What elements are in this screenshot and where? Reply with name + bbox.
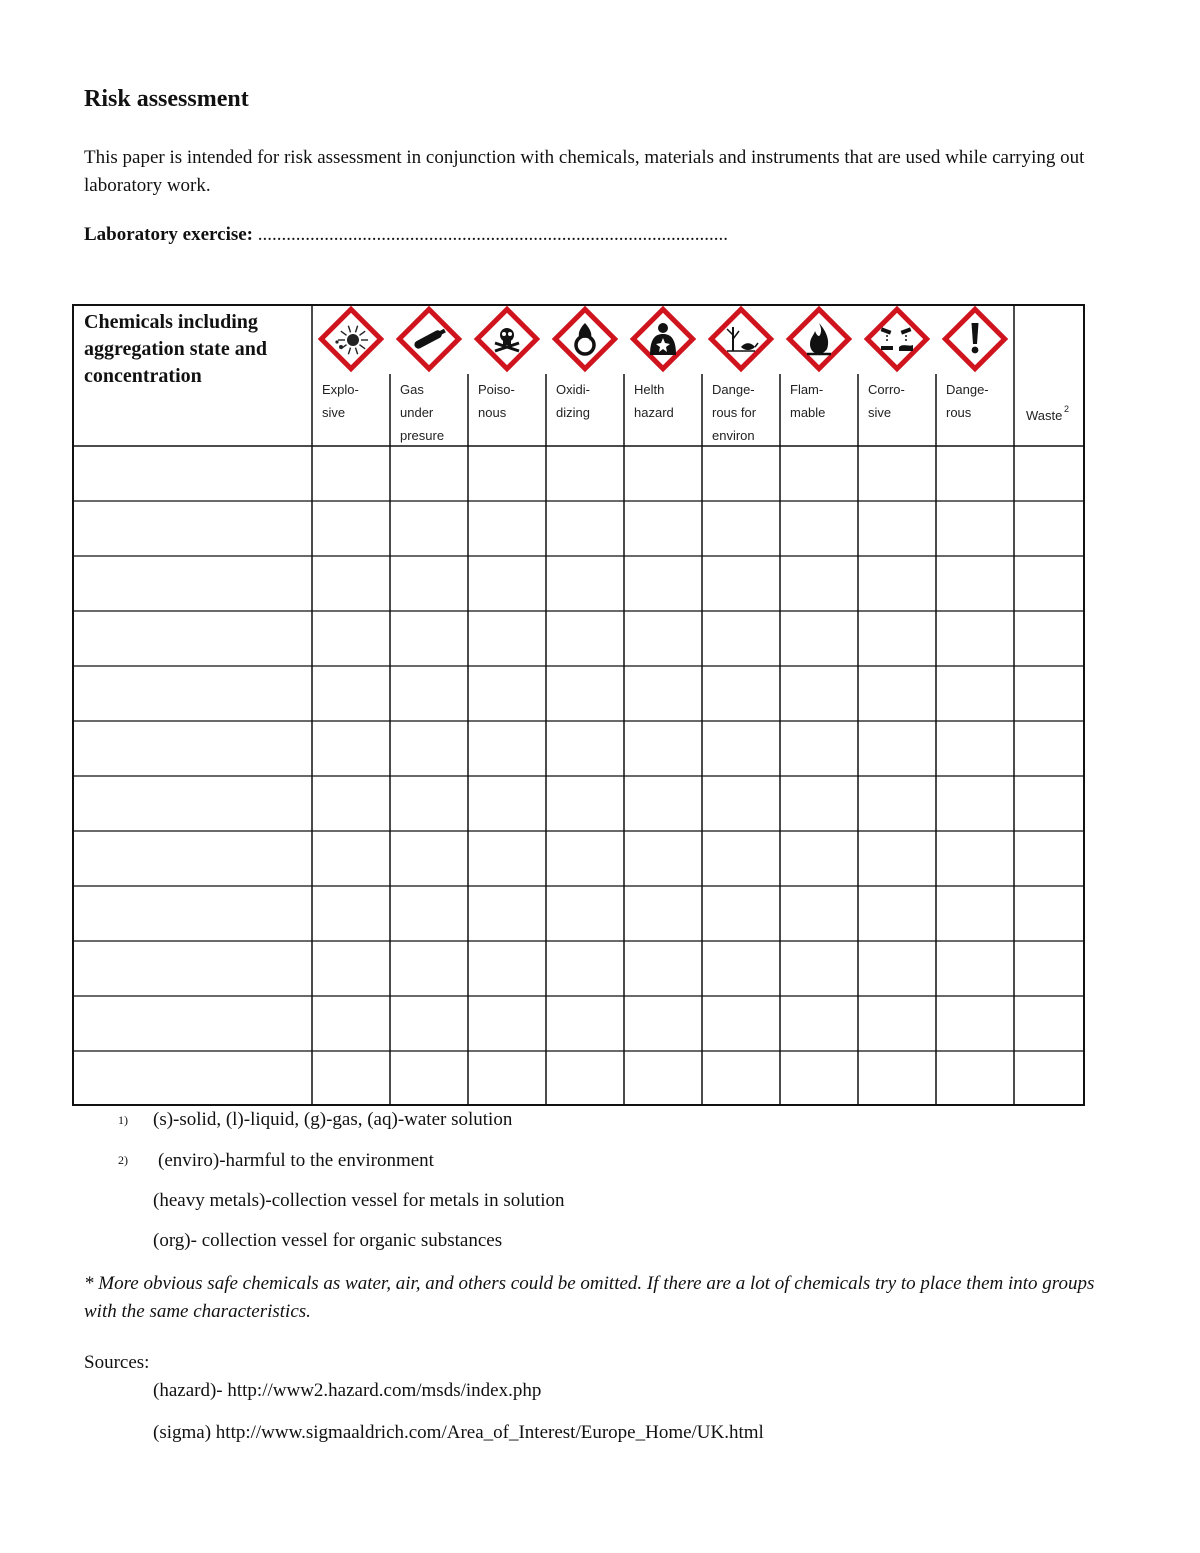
chemical-cell[interactable]	[74, 557, 311, 610]
hazard-cell[interactable]	[937, 447, 1013, 500]
explosive-icon	[321, 309, 380, 368]
environment-icon	[711, 309, 770, 368]
lab-exercise-field[interactable]: ...................................................................................................	[257, 224, 729, 245]
chemicals-header-line: Chemicals including	[84, 311, 258, 333]
waste-cell[interactable]	[1015, 832, 1082, 885]
hazard-cell[interactable]	[781, 997, 857, 1050]
hazard-label: rous for	[712, 405, 757, 420]
hazard-cell[interactable]	[781, 832, 857, 885]
chemical-cell[interactable]	[74, 887, 311, 940]
hazard-cell[interactable]	[313, 1052, 389, 1105]
hazard-cell[interactable]	[547, 942, 623, 995]
health-hazard-icon	[633, 309, 692, 368]
waste-cell[interactable]	[1015, 942, 1082, 995]
hazard-cell[interactable]	[391, 447, 467, 500]
footnote-2-line-3: (org)- collection vessel for organic substances	[153, 1230, 503, 1251]
hazard-cell[interactable]	[313, 612, 389, 665]
chemical-cell[interactable]	[74, 832, 311, 885]
chemical-cell[interactable]	[74, 997, 311, 1050]
chemical-cell[interactable]	[74, 502, 311, 555]
sources-label: Sources:	[84, 1352, 150, 1373]
hazard-cell[interactable]	[391, 557, 467, 610]
hazard-cell[interactable]	[625, 557, 701, 610]
hazard-cell[interactable]	[781, 942, 857, 995]
hazard-label: dizing	[556, 405, 590, 420]
hazard-cell[interactable]	[625, 722, 701, 775]
hazard-cell[interactable]	[313, 832, 389, 885]
hazard-cell[interactable]	[391, 887, 467, 940]
hazard-label: Explo-	[322, 382, 359, 397]
hazard-cell[interactable]	[703, 557, 779, 610]
hazard-cell[interactable]	[625, 447, 701, 500]
hazard-cell[interactable]	[937, 777, 1013, 830]
corrosion-icon	[867, 309, 926, 368]
hazard-cell[interactable]	[469, 612, 545, 665]
hazard-cell[interactable]	[859, 447, 935, 500]
chemical-cell[interactable]	[74, 722, 311, 775]
hazard-label: Dange-	[712, 382, 755, 397]
hazard-cell[interactable]	[391, 1052, 467, 1105]
hazard-cell[interactable]	[937, 997, 1013, 1050]
hazard-cell[interactable]	[703, 667, 779, 720]
footnote-1: (s)-solid, (l)-liquid, (g)-gas, (aq)-water solution	[153, 1109, 513, 1130]
hazard-cell[interactable]	[859, 502, 935, 555]
hazard-cell[interactable]	[703, 942, 779, 995]
hazard-cell[interactable]	[937, 667, 1013, 720]
hazard-cell[interactable]	[469, 887, 545, 940]
hazard-cell[interactable]	[469, 667, 545, 720]
hazard-cell[interactable]	[469, 1052, 545, 1105]
waste-cell[interactable]	[1015, 1052, 1082, 1105]
hazard-cell[interactable]	[313, 887, 389, 940]
chemical-cell[interactable]	[74, 942, 311, 995]
hazard-cell[interactable]	[469, 557, 545, 610]
hazard-cell[interactable]	[781, 1052, 857, 1105]
source-sigma-link[interactable]: (sigma) http://www.sigmaaldrich.com/Area_of_Interest/Europe_Home/UK.html	[153, 1422, 764, 1443]
hazard-cell[interactable]	[859, 667, 935, 720]
hazard-cell[interactable]	[547, 612, 623, 665]
hazard-cell[interactable]	[859, 722, 935, 775]
hazard-cell[interactable]	[859, 942, 935, 995]
hazard-cell[interactable]	[859, 557, 935, 610]
hazard-cell[interactable]	[391, 612, 467, 665]
hazard-cell[interactable]	[859, 832, 935, 885]
hazard-cell[interactable]	[937, 612, 1013, 665]
hazard-cell[interactable]	[703, 887, 779, 940]
exclamation-icon	[945, 309, 1004, 368]
flame-over-circle-icon	[555, 309, 614, 368]
page-title: Risk assessment	[84, 86, 249, 112]
hazard-cell[interactable]	[547, 667, 623, 720]
hazard-label: mable	[790, 405, 826, 420]
chemical-cell[interactable]	[74, 612, 311, 665]
footnote-1-mark: 1)	[118, 1113, 128, 1127]
lab-exercise-label: Laboratory exercise:	[84, 224, 254, 245]
hazard-cell[interactable]	[391, 997, 467, 1050]
hazard-cell[interactable]	[547, 722, 623, 775]
hazard-cell[interactable]	[625, 777, 701, 830]
hazard-cell[interactable]	[391, 832, 467, 885]
hazard-cell[interactable]	[391, 777, 467, 830]
flame-icon	[789, 309, 848, 368]
hazard-label: Oxidi-	[556, 382, 590, 397]
hazard-cell[interactable]	[313, 722, 389, 775]
waste-cell[interactable]	[1015, 447, 1082, 500]
hazard-cell[interactable]	[703, 447, 779, 500]
hazard-cell[interactable]	[937, 887, 1013, 940]
hazard-label: sive	[868, 405, 892, 420]
waste-header: Waste	[1026, 408, 1063, 423]
hazard-cell[interactable]	[859, 777, 935, 830]
hazard-cell[interactable]	[469, 722, 545, 775]
hazard-cell[interactable]	[625, 667, 701, 720]
hazard-cell[interactable]	[937, 942, 1013, 995]
chemical-cell[interactable]	[74, 777, 311, 830]
hazard-cell[interactable]	[703, 1052, 779, 1105]
hazard-label: hazard	[634, 405, 674, 420]
hazard-label: Poiso-	[478, 382, 515, 397]
hazard-cell[interactable]	[469, 777, 545, 830]
footnote-2-mark: 2)	[118, 1153, 128, 1167]
gas-cylinder-icon	[399, 309, 458, 368]
waste-cell[interactable]	[1015, 722, 1082, 775]
hazard-cell[interactable]	[391, 502, 467, 555]
hazard-cell[interactable]	[391, 942, 467, 995]
hazard-cell[interactable]	[313, 447, 389, 500]
waste-cell[interactable]	[1015, 887, 1082, 940]
hazard-cell[interactable]	[703, 502, 779, 555]
lab-exercise-line	[84, 224, 728, 246]
waste-cell[interactable]	[1015, 667, 1082, 720]
hazard-cell[interactable]	[547, 777, 623, 830]
hazard-cell[interactable]	[469, 447, 545, 500]
hazard-label: Corro-	[868, 382, 905, 397]
waste-header-sup: 2	[1064, 404, 1070, 414]
waste-cell[interactable]	[1015, 502, 1082, 555]
hazard-cell[interactable]	[781, 667, 857, 720]
hazard-label: under	[400, 405, 434, 420]
hazard-label: presure	[400, 428, 445, 443]
hazard-cell[interactable]	[781, 722, 857, 775]
hazard-cell[interactable]	[625, 612, 701, 665]
skull-icon	[477, 309, 536, 368]
hazard-cell[interactable]	[547, 997, 623, 1050]
hazard-cell[interactable]	[625, 997, 701, 1050]
hazard-cell[interactable]	[391, 667, 467, 720]
hazard-cell[interactable]	[469, 997, 545, 1050]
hazard-cell[interactable]	[313, 502, 389, 555]
hazard-cell[interactable]	[937, 502, 1013, 555]
hazard-cell[interactable]	[547, 832, 623, 885]
hazard-label: rous	[946, 405, 972, 420]
hazard-cell[interactable]	[781, 447, 857, 500]
hazard-cell[interactable]	[469, 942, 545, 995]
waste-cell[interactable]	[1015, 997, 1082, 1050]
chemical-cell[interactable]	[74, 1052, 311, 1105]
hazard-cell[interactable]	[937, 722, 1013, 775]
hazard-label: Helth	[634, 382, 665, 397]
hazard-cell[interactable]	[859, 887, 935, 940]
intro-paragraph: This paper is intended for risk assessment in conjunction with chemicals, materials and instruments that are used while carrying out laboratory work.	[84, 147, 1085, 196]
hazard-cell[interactable]	[469, 502, 545, 555]
chemical-cell[interactable]	[74, 667, 311, 720]
hazard-label: Flam-	[790, 382, 824, 397]
hazard-cell[interactable]	[625, 942, 701, 995]
hazard-cell[interactable]	[781, 777, 857, 830]
hazard-cell[interactable]	[547, 502, 623, 555]
hazard-cell[interactable]	[313, 557, 389, 610]
hazard-label: nous	[478, 405, 507, 420]
source-hazard-link[interactable]: (hazard)- http://www2.hazard.com/msds/index.php	[153, 1380, 542, 1401]
hazard-cell[interactable]	[313, 997, 389, 1050]
risk-table	[72, 304, 1085, 1106]
hazard-cell[interactable]	[703, 997, 779, 1050]
hazard-label: Dange-	[946, 382, 989, 397]
hazard-label: Gas	[400, 382, 424, 397]
hazard-cell[interactable]	[937, 1052, 1013, 1105]
hazard-cell[interactable]	[937, 832, 1013, 885]
hazard-cell[interactable]	[703, 722, 779, 775]
chemicals-header-line: aggregation state and	[84, 338, 267, 360]
hazard-cell[interactable]	[313, 667, 389, 720]
hazard-cell[interactable]	[703, 777, 779, 830]
hazard-cell[interactable]	[781, 502, 857, 555]
hazard-cell[interactable]	[781, 887, 857, 940]
footnote-2-line-2: (heavy metals)-collection vessel for metals in solution	[153, 1190, 565, 1211]
hazard-cell[interactable]	[391, 722, 467, 775]
hazard-cell[interactable]	[781, 612, 857, 665]
waste-cell[interactable]	[1015, 612, 1082, 665]
waste-cell[interactable]	[1015, 557, 1082, 610]
hazard-cell[interactable]	[313, 777, 389, 830]
chemicals-header-line: concentration	[84, 365, 202, 387]
hazard-cell[interactable]	[937, 557, 1013, 610]
hazard-cell[interactable]	[547, 887, 623, 940]
hazard-cell[interactable]	[547, 1052, 623, 1105]
hazard-cell[interactable]	[625, 1052, 701, 1105]
hazard-cell[interactable]	[859, 612, 935, 665]
hazard-cell[interactable]	[781, 557, 857, 610]
hazard-cell[interactable]	[703, 832, 779, 885]
omission-note: * More obvious safe chemicals as water, air, and others could be omitted. If there are a lot of chemicals try to place them into groups with the same characteristics.	[84, 1273, 1095, 1322]
hazard-cell[interactable]	[859, 997, 935, 1050]
hazard-cell[interactable]	[547, 447, 623, 500]
hazard-cell[interactable]	[625, 502, 701, 555]
hazard-cell[interactable]	[703, 612, 779, 665]
hazard-cell[interactable]	[625, 887, 701, 940]
hazard-cell[interactable]	[313, 942, 389, 995]
chemical-cell[interactable]	[74, 447, 311, 500]
hazard-cell[interactable]	[547, 557, 623, 610]
hazard-label: environ	[712, 428, 755, 443]
hazard-cell[interactable]	[625, 832, 701, 885]
footnote-2: (enviro)-harmful to the environment	[158, 1150, 434, 1171]
hazard-cell[interactable]	[859, 1052, 935, 1105]
hazard-cell[interactable]	[469, 832, 545, 885]
waste-cell[interactable]	[1015, 777, 1082, 830]
hazard-label: sive	[322, 405, 346, 420]
